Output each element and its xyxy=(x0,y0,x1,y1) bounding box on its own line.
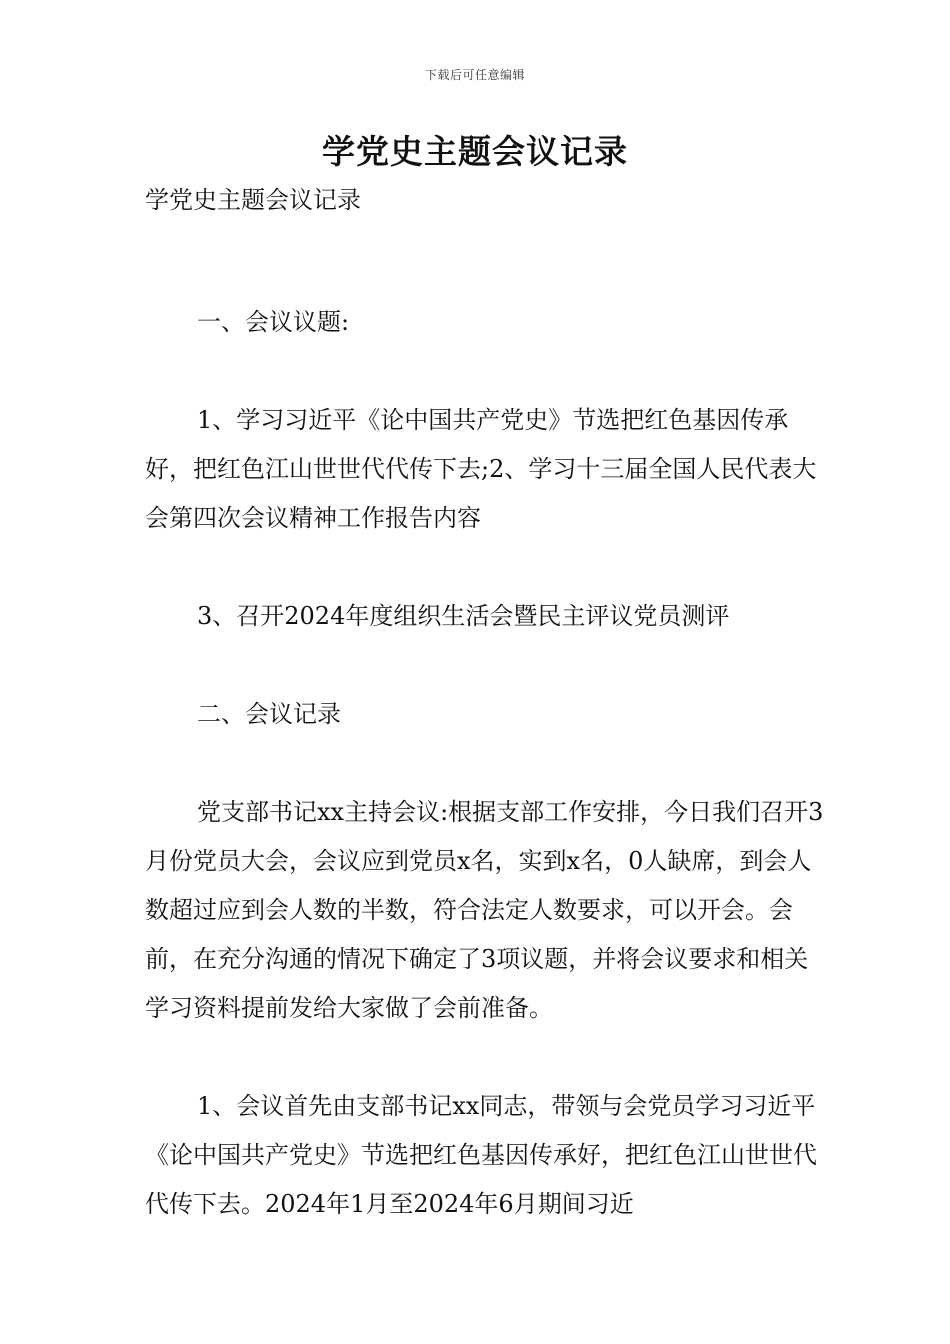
paragraph-agenda-item-3: 3、召开2024年度组织生活会暨民主评议党员测评 xyxy=(197,602,730,630)
header-note: 下载后可任意编辑 xyxy=(424,68,525,82)
paragraph-agenda-item-1-2: 1、学习习近平《论中国共产党史》节选把红色基因传承好，把红色江山世世代代传下去;2、学习十三届全国人民代表大会第四次会议精神工作报告内容 xyxy=(145,406,817,532)
document-body xyxy=(145,176,825,1229)
paragraph-minutes-item-1: 1、会议首先由支部书记xx同志，带领与会党员学习习近平《论中国共产党史》节选把红色基因传承好，把红色江山世世代代传下去。2024年1月至2024年6月期间习近 xyxy=(145,1092,817,1218)
section-heading-agenda: 一、会议议题: xyxy=(197,308,350,336)
paragraph-opening-remarks: 党支部书记xx主持会议:根据支部工作安排，今日我们召开3月份党员大会，会议应到党员x名，实到x名，0人缺席，到会人数超过应到会人数的半数，符合法定人数要求，可以开会。会前，在充分沟通的情况下确定了3项议题，并将会议要求和相关学习资料提前发给大家做了会前准备。 xyxy=(145,798,824,1022)
section-heading-minutes: 二、会议记录 xyxy=(197,700,341,728)
document-subtitle: 学党史主题会议记录 xyxy=(145,186,361,214)
document-title: 学党史主题会议记录 xyxy=(322,132,628,171)
